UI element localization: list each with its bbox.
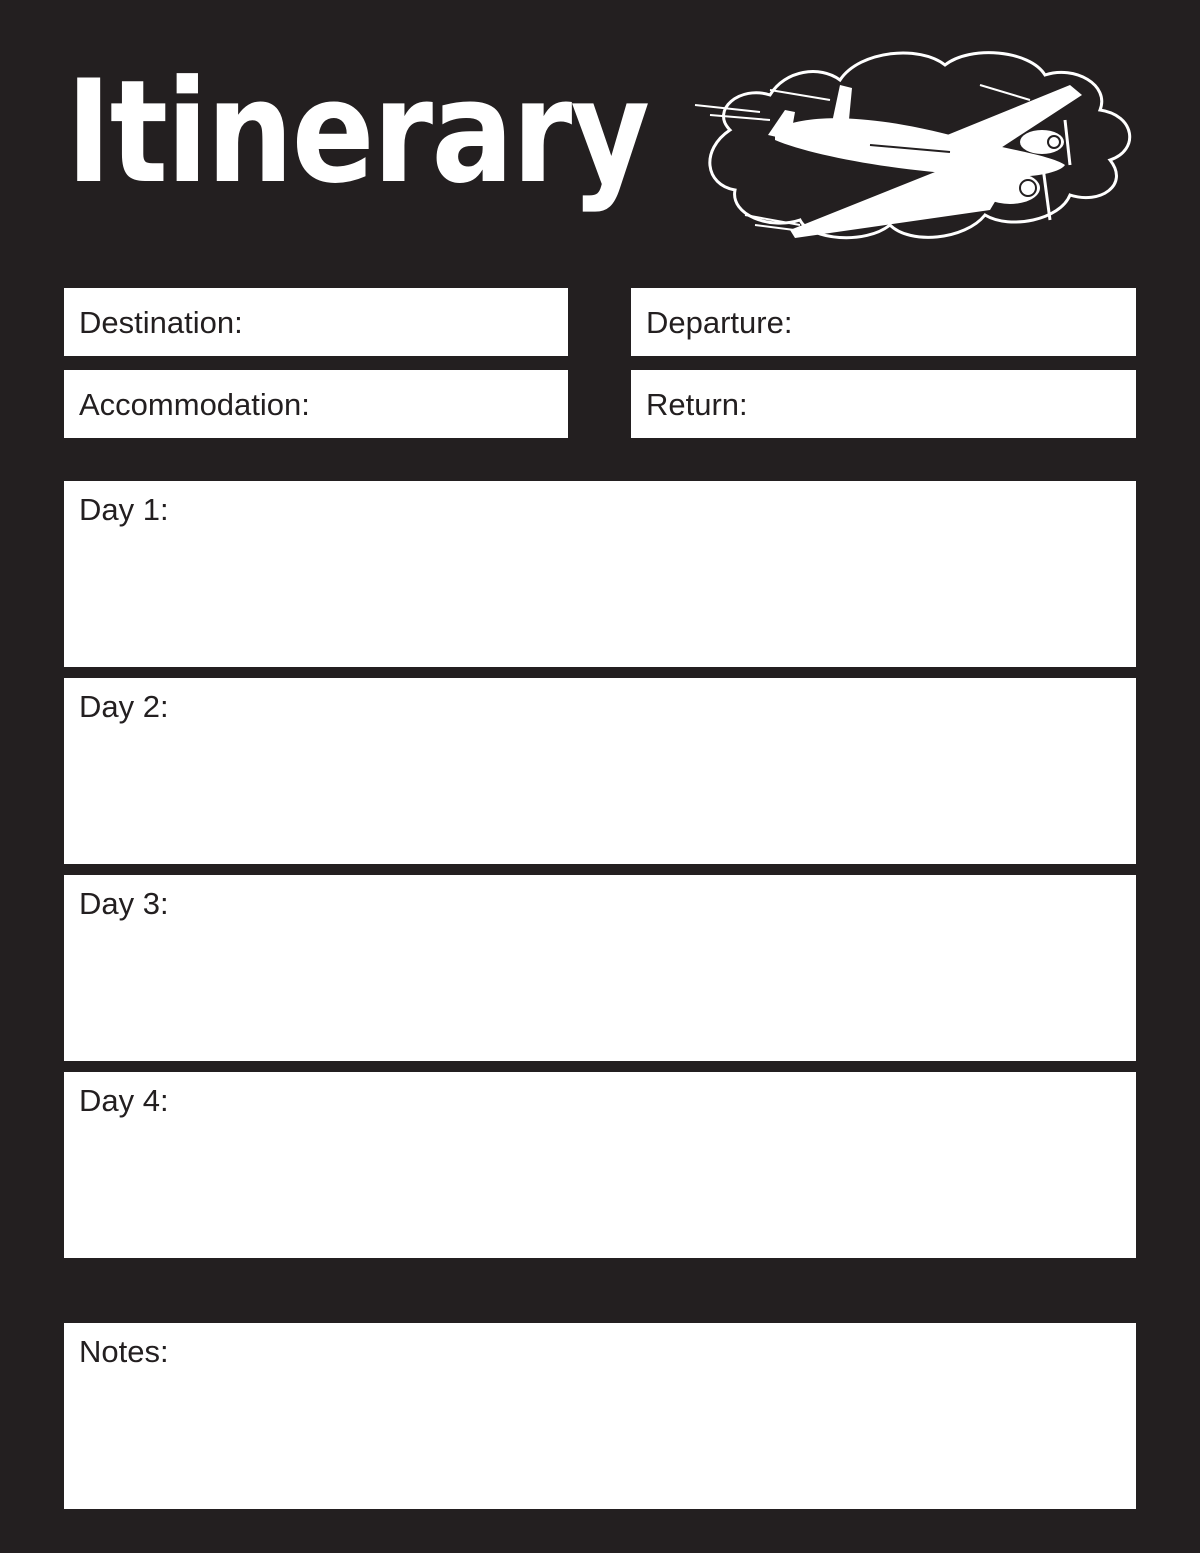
accommodation-field[interactable] <box>64 370 568 438</box>
day-4-field[interactable] <box>64 1072 1136 1258</box>
day-3-field[interactable] <box>64 875 1136 1061</box>
page-title: Itinerary <box>66 50 649 215</box>
notes-label: Notes: <box>79 1334 169 1369</box>
day-2-label: Day 2: <box>79 689 169 724</box>
return-field[interactable] <box>631 370 1136 438</box>
day-1-label: Day 1: <box>79 492 169 527</box>
day-3-label: Day 3: <box>79 886 169 921</box>
departure-field[interactable] <box>631 288 1136 356</box>
destination-label: Destination: <box>79 305 243 340</box>
airplane-icon <box>690 40 1140 250</box>
departure-label: Departure: <box>646 305 793 340</box>
destination-field[interactable] <box>64 288 568 356</box>
day-1-field[interactable] <box>64 481 1136 667</box>
return-label: Return: <box>646 387 748 422</box>
day-4-label: Day 4: <box>79 1083 169 1118</box>
day-2-field[interactable] <box>64 678 1136 864</box>
accommodation-label: Accommodation: <box>79 387 310 422</box>
notes-field[interactable] <box>64 1323 1136 1509</box>
